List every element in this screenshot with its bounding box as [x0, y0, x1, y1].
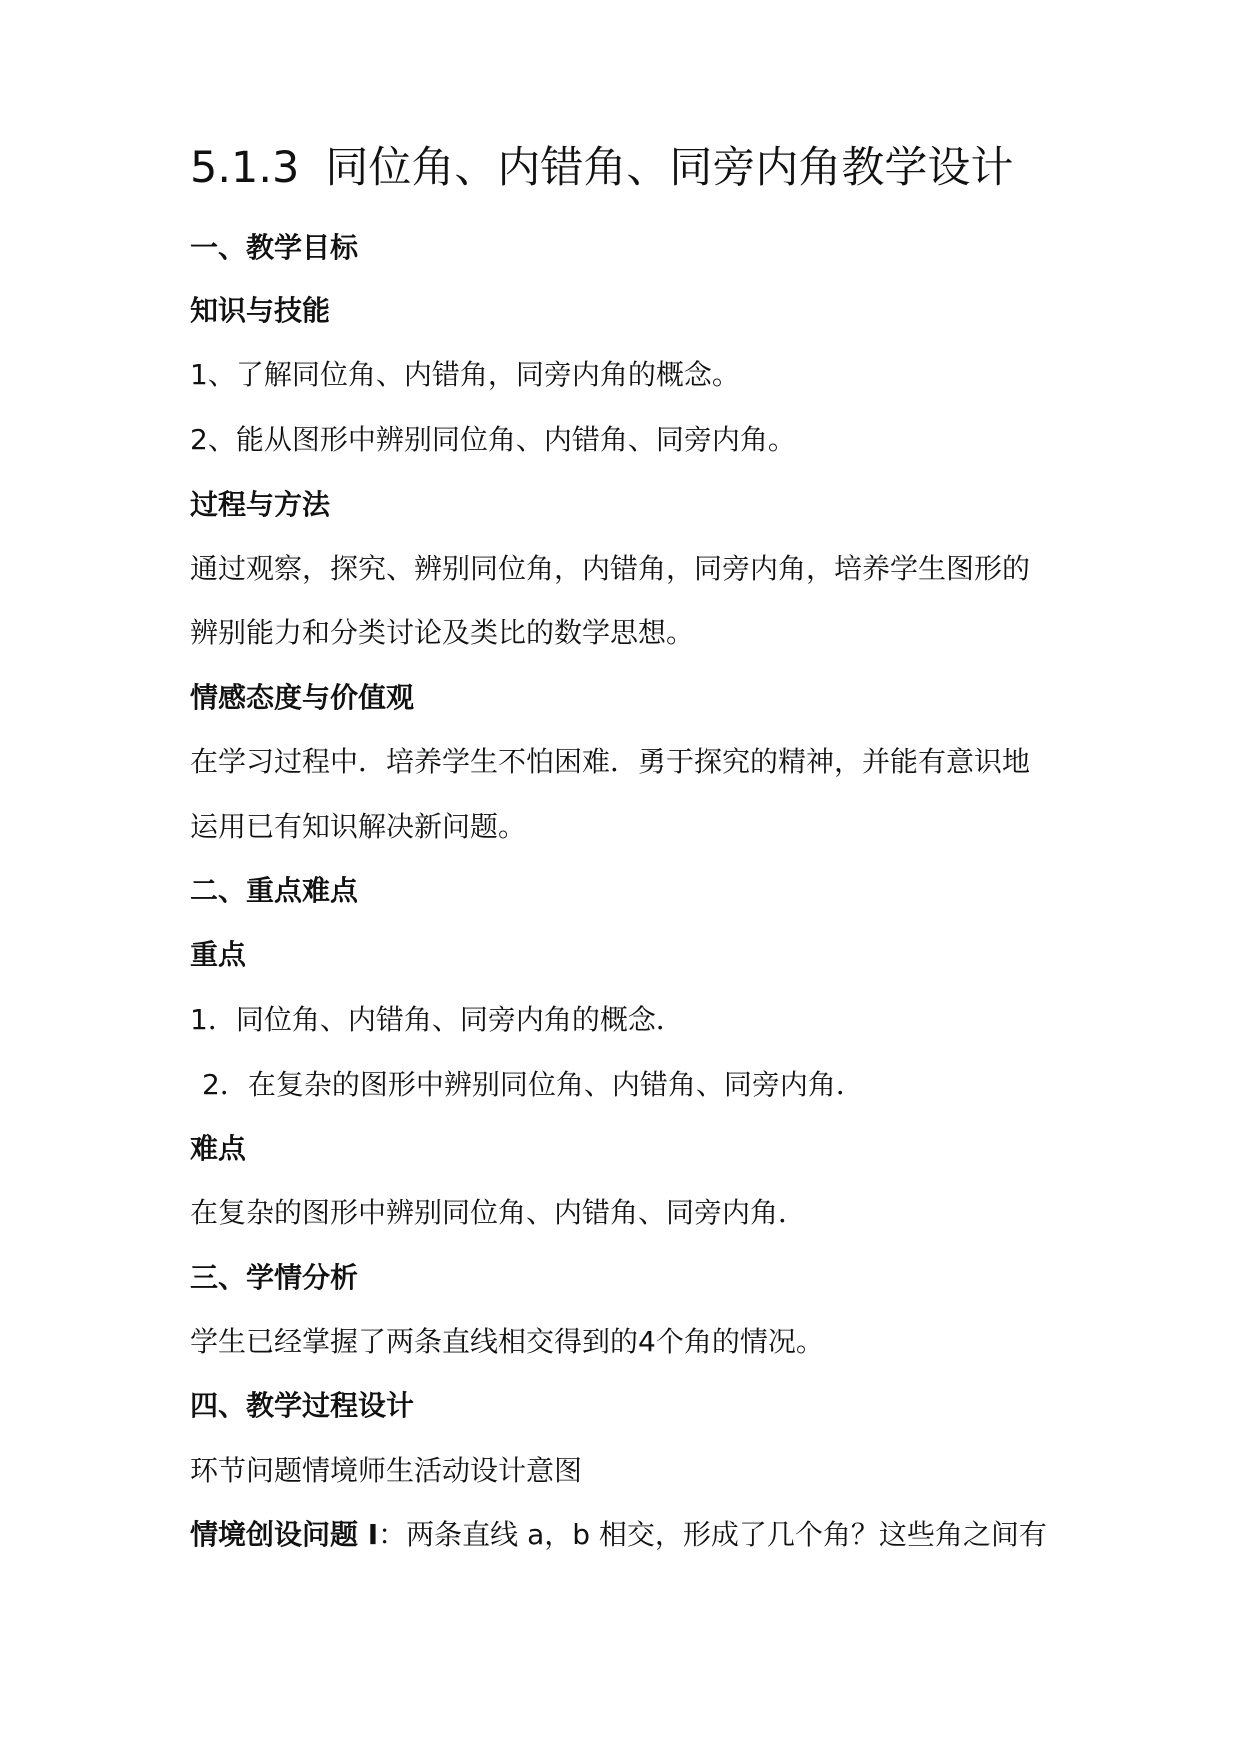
knowledge-item-2: 2、能从图形中辨别同位角、内错角、同旁内角。	[190, 423, 796, 456]
student-analysis-text: 学生已经掌握了两条直线相交得到的4个角的情况。	[190, 1325, 824, 1358]
teaching-process-table-header: 环节问题情境师生活动设计意图	[190, 1454, 583, 1487]
document-title	[190, 138, 1013, 198]
key-point-item-1: 1．同位角、内错角、同旁内角的概念．	[190, 1003, 684, 1036]
subheading-knowledge-skills: 知识与技能	[190, 294, 331, 327]
section-heading-objectives: 一、教学目标	[190, 231, 359, 264]
attitudes-paragraph-line-1: 在学习过程中．培养学生不怕困难．勇于探究的精神，并能有意识地	[190, 745, 1031, 778]
title-text: 同位角、内错角、同旁内角教学设计	[325, 143, 1014, 193]
title-number: 5.1.3	[190, 143, 300, 193]
process-paragraph-line-1: 通过观察，探究、辨别同位角，内错角，同旁内角，培养学生图形的	[190, 552, 1031, 585]
attitudes-paragraph-line-2: 运用已有知识解决新问题。	[190, 810, 527, 843]
knowledge-item-1: 1、了解同位角、内错角，同旁内角的概念。	[190, 358, 740, 391]
scenario-question-label: 情境创设问题 I	[190, 1518, 379, 1551]
subheading-difficulties: 难点	[190, 1132, 247, 1165]
section-heading-teaching-process: 四、教学过程设计	[190, 1389, 415, 1422]
subheading-key-points: 重点	[190, 938, 247, 971]
section-heading-key-difficult: 二、重点难点	[190, 874, 359, 907]
key-point-item-2: 2．在复杂的图形中辨别同位角、内错角、同旁内角．	[202, 1068, 864, 1101]
scenario-question-line	[190, 1515, 1047, 1555]
difficulty-text: 在复杂的图形中辨别同位角、内错角、同旁内角．	[190, 1196, 807, 1229]
section-heading-student-analysis: 三、学情分析	[190, 1261, 359, 1294]
subheading-attitudes-values: 情感态度与价值观	[190, 681, 415, 714]
subheading-process-methods: 过程与方法	[190, 488, 331, 521]
process-paragraph-line-2: 辨别能力和分类讨论及类比的数学思想。	[190, 616, 695, 649]
scenario-question-text: ：两条直线 a，b 相交，形成了几个角？这些角之间有	[378, 1518, 1047, 1551]
